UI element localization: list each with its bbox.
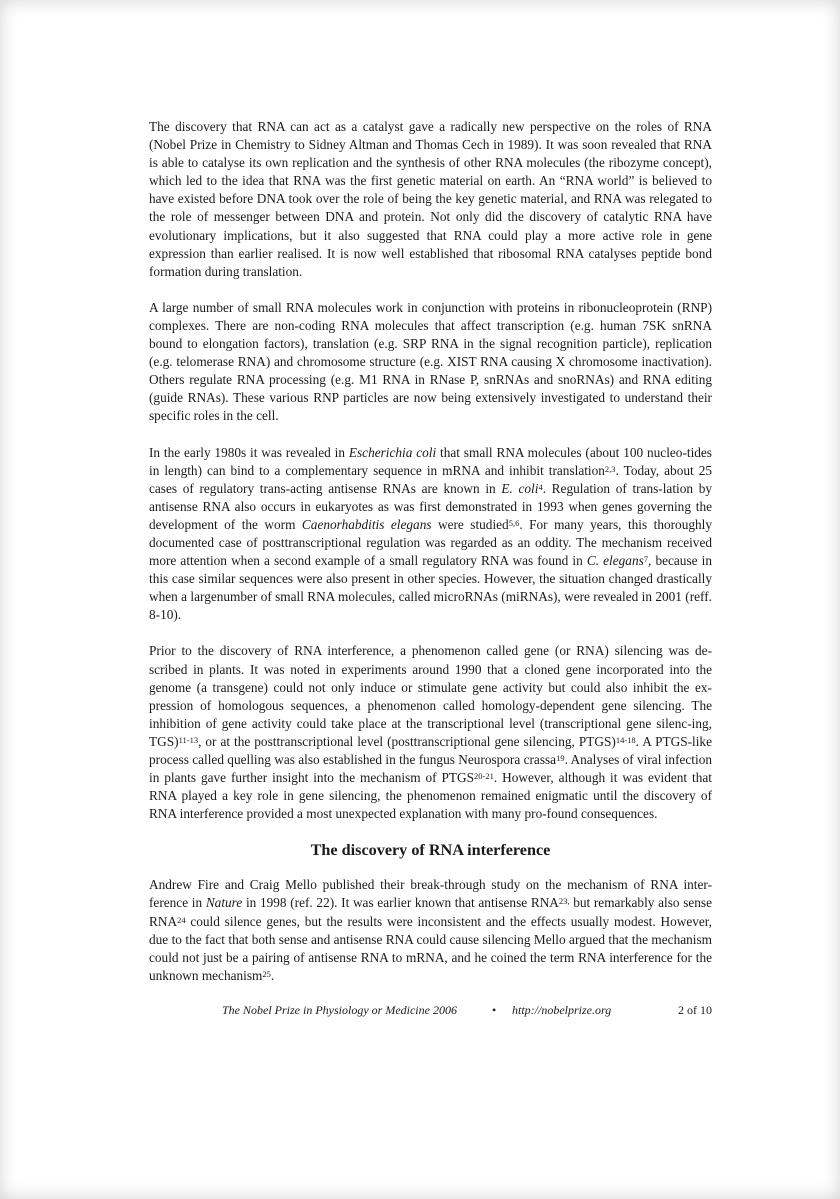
text-run: Andrew Fire and Craig Mello published their break-through study on the mechanism of RNA inter-ference in (149, 877, 712, 911)
citation-superscript: 14-18 (615, 734, 636, 745)
citation-superscript: 19 (556, 753, 565, 763)
citation-superscript: 23, (558, 896, 570, 907)
text-run: , or at the posttranscriptional level (posttranscriptional gene silencing, PTGS) (198, 733, 616, 749)
italic-term: Escherichia coli (348, 444, 437, 460)
paragraph (149, 876, 712, 985)
text-run: . Regulation of trans-lation by antisense RNA also occurs in eukaryotes as was first demonstrated in 1993 when genes governing the development of the worm (149, 480, 712, 532)
page-number: 2 of 10 (678, 1003, 712, 1017)
intro-paragraphs (149, 118, 712, 823)
citation-superscript: 25 (262, 968, 271, 979)
italic-term: E. coli (501, 480, 539, 496)
footer-title: The Nobel Prize in Physiology or Medicine 2006 (222, 1003, 457, 1017)
citation-superscript: 5,6 (508, 517, 520, 528)
text-run: but remarkably also sense RNA (149, 895, 712, 929)
italic-term: Nature (205, 895, 243, 911)
citation-superscript: 24 (177, 914, 186, 925)
text-run: . However, although it was evident that RNA played a key role in gene silencing, the phenomenon remained enigmatic until the discovery of RNA interference provided a most unexpected explanation with many pro-found consequences. (149, 770, 712, 822)
citation-superscript: 11-13 (178, 734, 199, 745)
paragraph (149, 444, 712, 625)
text-run: Prior to the discovery of RNA interference, a phenomenon called gene (or RNA) silencing was de-scribed in plants. It was noted in experiments around 1990 that a cloned gene incorporated into the genome (a transgene) could not only induce or stimulate gene activity but could also inhibit the ex-pression of homologous sequences, a phenomenon called homology-dependent gene silencing. The inhibition of gene activity could take place at the transcriptional level (transcriptional gene silenc-ing, TGS) (149, 643, 712, 749)
page-body (149, 118, 712, 1003)
text-run: The discovery that RNA can act as a catalyst gave a radically new perspective on the roles of RNA (Nobel Prize in Chemistry to Sidney Altman and Thomas Cech in 1989). It was soon revealed that RNA is able to catalyse its own replication and the synthesis of other RNA molecules (the ribozyme concept), which led to the idea that RNA was the first genetic material on earth. An “RNA world” is believed to have existed before DNA took over the role of being the key genetic material, and RNA was relegated to the role of messenger between DNA and protein. Not only did the discovery of catalytic RNA have evolutionary implications, but it also suggested that RNA could play a more active role in gene expression than earlier realised. It is now well established that ribosomal RNA catalyses peptide bond formation during translation. (149, 119, 712, 279)
section-heading: The discovery of RNA interference (310, 841, 551, 860)
footer-bullet: • (492, 1003, 497, 1017)
text-run: . Analyses of viral infection in plants gave further insight into the mechanism of PTGS (149, 752, 712, 786)
paragraph (149, 118, 712, 281)
section-paragraphs (149, 876, 712, 985)
text-run: A large number of small RNA molecules work in conjunction with proteins in ribonucleoprotein (RNP) complexes. There are non-coding RNA molecules that affect transcription (e.g. human 7SK snRNA bound to elongation factors), translation (e.g. SRP RNA in the signal recognition particle), replication (e.g. telomerase RNA) and chromosome structure (e.g. XIST RNA causing X chromosome inactivation). Others regulate RNA processing (e.g. M1 RNA in RNase P, snRNAs and snoRNAs) and RNA editing (guide RNAs). These various RNP particles are now being extensively investigated to understand their specific roles in the cell. (149, 299, 712, 424)
text-run: were studied (431, 516, 509, 532)
text-run: . Today, about 25 cases of regulatory trans-acting antisense RNAs are known in (149, 462, 712, 496)
citation-superscript: 20-21 (474, 771, 494, 782)
text-run: . (270, 967, 275, 983)
citation-superscript: 4 (538, 481, 543, 492)
text-run: . For many years, this thoroughly documented case of posttranscriptional regulation was regarded as an oddity. The mechanism received more attention when a second example of a small regulatory RNA was found in (149, 516, 712, 569)
italic-term: Caenorhabditis elegans (301, 516, 432, 532)
text-run: that small RNA molecules (about 100 nucleo-tides in length) can bind to a complementary sequence in mRNA and inhibit translation (149, 444, 712, 478)
citation-superscript: 2,3 (604, 463, 616, 474)
italic-term: C. elegans (586, 553, 644, 569)
paragraph (149, 299, 712, 426)
text-run: . A PTGS-like process called quelling was also established in the fungus Neurospora crassa (149, 733, 712, 767)
citation-superscript: 7 (643, 554, 649, 565)
footer-url-link[interactable]: http://nobelprize.org (512, 1003, 612, 1017)
paragraph (149, 642, 712, 823)
text-run: could silence genes, but the results were inconsistent and the effects usually modest. However, due to the fact that both sense and antisense RNA could cause silencing Mello argued that the mechanism could not just be a pairing of antisense RNA to mRNA, and he coined the term RNA interference for the unknown mechanism (149, 913, 712, 983)
text-run: , because in this case similar sequences were also present in other species. However, the situation changed drastically when a largenumber of small RNA molecules, called microRNAs (miRNAs), were revealed in 2001 (reff. 8-10). (149, 553, 712, 623)
text-run: In the early 1980s it was revealed in (149, 444, 349, 460)
text-run: in 1998 (ref. 22). It was earlier known that antisense RNA (242, 895, 559, 911)
